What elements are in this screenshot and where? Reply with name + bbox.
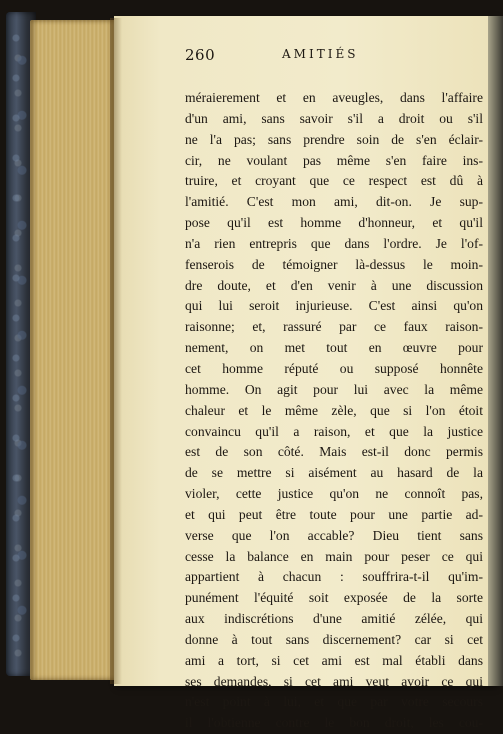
text-line: ami a tort, si cet ami est mal établi dans — [185, 652, 483, 668]
marbled-cover-pattern — [10, 30, 30, 660]
text-line: ne l'a pas; sans prendre soin de s'en éclair- — [185, 131, 483, 147]
text-line: violer, cette justice qu'on ne connoît pas, — [185, 486, 483, 502]
text-line: homme. On agit pour lui avec la même — [185, 381, 483, 397]
text-line: dre doute, et d'en venir à une discussion — [185, 277, 483, 293]
text-line: raisonne; et, rassuré par ce faux raison- — [185, 319, 483, 335]
text-line: n'a rien entrepris que dans l'ordre. Je l'of- — [185, 235, 483, 251]
page-stack-edge — [30, 20, 116, 680]
text-line: punément l'équité soit exposée de la sorte — [185, 590, 483, 606]
body-text — [185, 88, 483, 734]
text-line: cesse la balance en main pour peser ce qui — [185, 548, 483, 564]
text-line: fenserois de témoigner là-dessus le moin- — [185, 256, 483, 272]
text-line: l'amitié. C'est mon ami, dit-on. Je sup- — [185, 194, 483, 210]
text-line: cet homme réputé ou supposé honnête — [185, 360, 483, 376]
running-title: AMITIÉS — [282, 47, 359, 61]
page-number: 260 — [185, 46, 216, 64]
right-page-edge — [488, 16, 503, 686]
text-line: n'est point à lui, et que par votre secours — [185, 694, 483, 710]
page-gutter-shadow — [110, 18, 122, 684]
text-line: de se mettre si aisément au hasard de la — [185, 465, 483, 481]
text-line: truire, et croyant que ce respect est dû à — [185, 173, 483, 189]
text-line: ses demandes, si cet ami veut avoir ce qui — [185, 673, 483, 689]
text-line: méraierement et en aveugles, dans l'affaire — [185, 90, 483, 105]
text-line: donne à tout sans discernement? car si cet — [185, 631, 483, 647]
page-header — [185, 46, 485, 66]
text-line: qui lui seroit injurieuse. C'est ainsi qu'on — [185, 298, 483, 314]
text-line: nement, on met tout en œuvre pour — [185, 340, 483, 356]
text-line: cir, ne voulant pas même s'en faire ins- — [185, 152, 483, 168]
text-line: chaleur et le même zèle, que si l'on étoit — [185, 402, 483, 418]
text-line: d'un ami, sans savoir s'il a droit ou s'il — [185, 110, 483, 126]
text-line: est de son côté. Mais est-il donc permis — [185, 444, 483, 460]
text-line: appartient à chacun : souffrira-t-il qu'im- — [185, 569, 483, 585]
text-line: verse que l'on accable? Dieu tient sans — [185, 527, 483, 543]
text-line: et qui peut être toute pour une partie ad- — [185, 506, 483, 522]
text-line: aux indiscrétions d'une amitié zélée, qui — [185, 611, 483, 627]
text-line: pose qu'il est homme d'honneur, et qu'il — [185, 215, 483, 231]
text-line: convaincu qu'il a raison, et que la justice — [185, 423, 483, 439]
text-line: il l'obtienne contre le bon droit, les cou- — [185, 715, 483, 731]
book-page — [114, 16, 496, 731]
